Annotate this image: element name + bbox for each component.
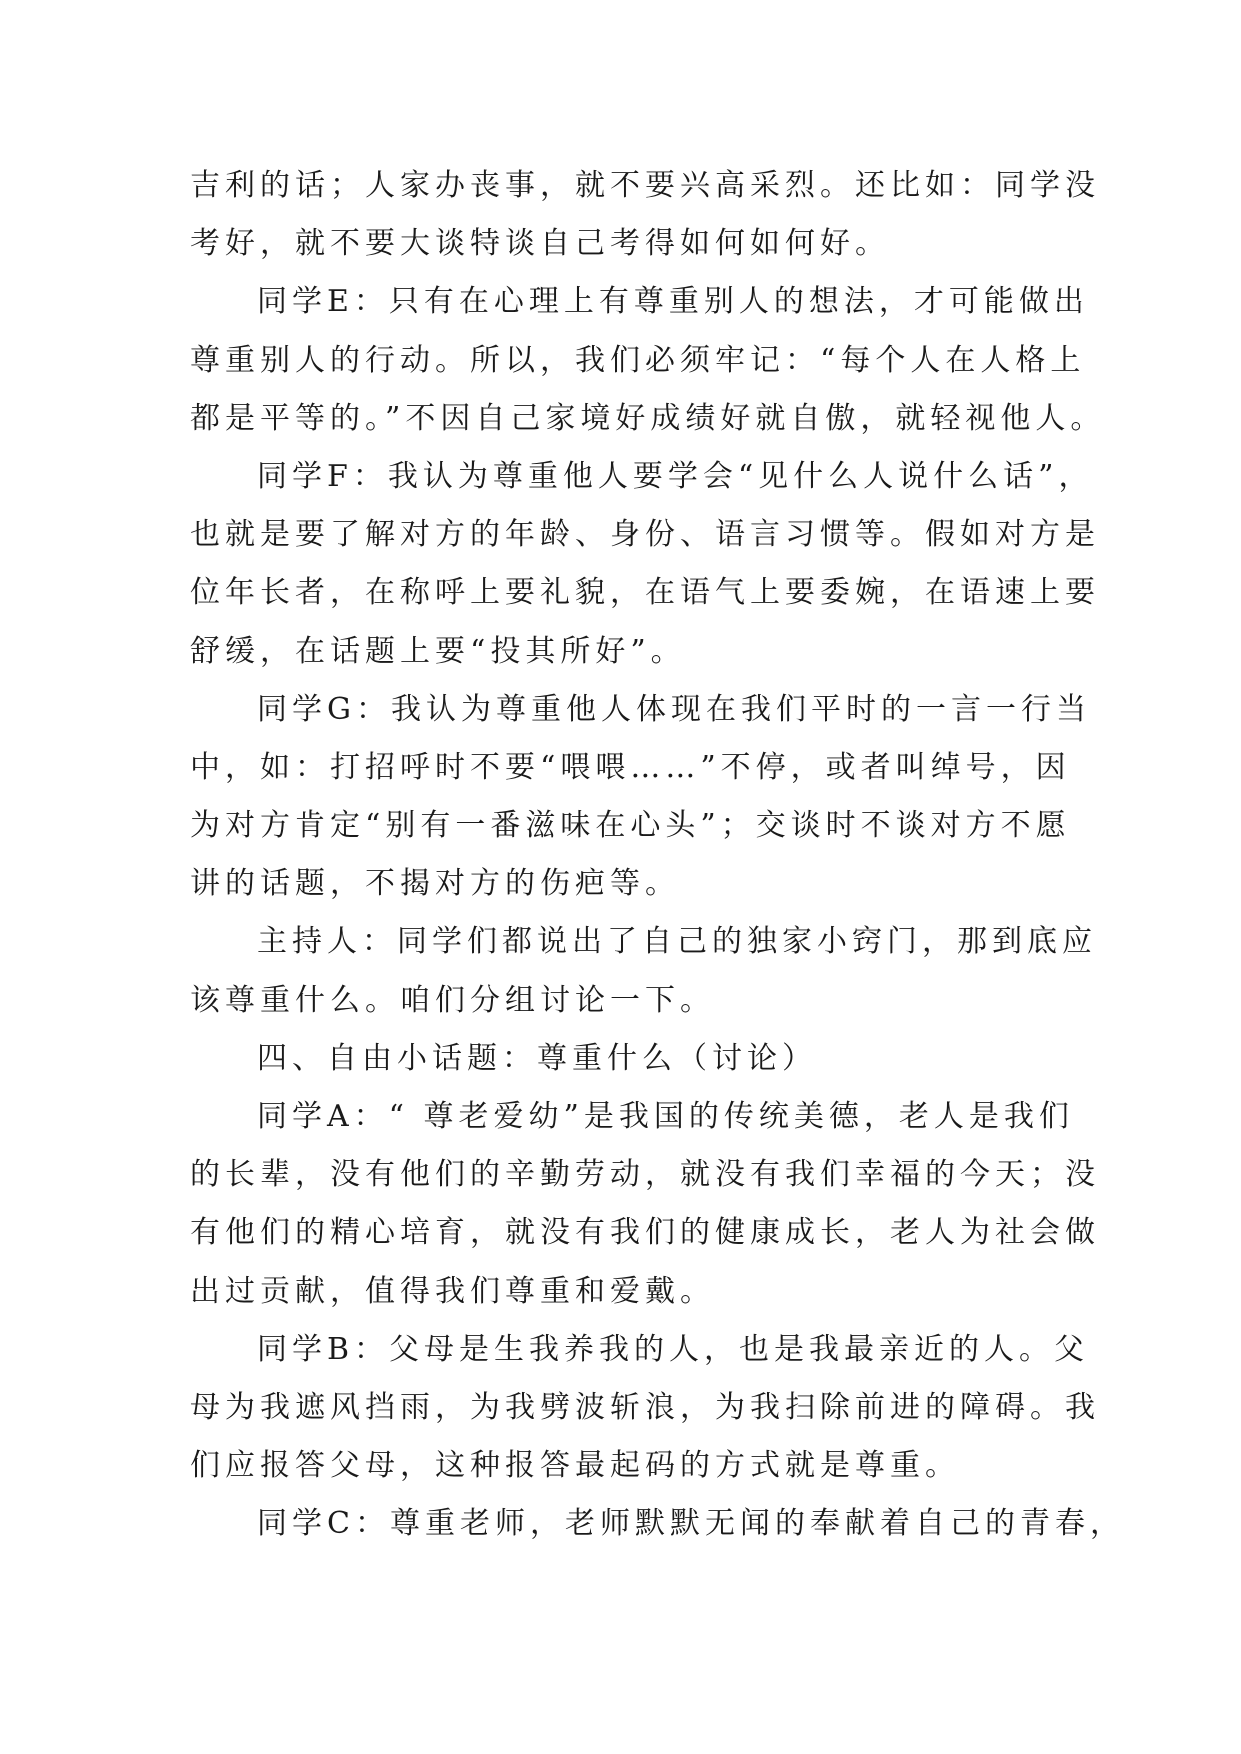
paragraph-start-line: 同学A：“ 尊老爱幼”是我国的传统美德，老人是我们 <box>257 1099 1074 1134</box>
paragraph-start-line: 同学C：尊重老师，老师默默无闻的奉献着自己的青春， <box>257 1506 1125 1542</box>
text-line: 都是平等的。”不因自己家境好成绩好就自傲，就轻视他人。 <box>190 400 1106 436</box>
text-line: 的长辈，没有他们的辛勤劳动，就没有我们幸福的今天；没 <box>190 1157 1100 1193</box>
text-line: 有他们的精心培育，就没有我们的健康成长，老人为社会做 <box>190 1215 1100 1251</box>
text-line: 吉利的话；人家办丧事，就不要兴高采烈。还比如：同学没 <box>190 168 1100 203</box>
document-body <box>190 157 1125 1554</box>
text-line: 该尊重什么。咱们分组讨论一下。 <box>190 982 715 1018</box>
text-line: 中，如：打招呼时不要“喂喂……”不停，或者叫绰号，因 <box>190 749 1071 785</box>
paragraph-start-line: 同学E：只有在心理上有尊重别人的想法，才可能做出 <box>257 284 1089 320</box>
text-line: 尊重别人的行动。所以，我们必须牢记：“每个人在人格上 <box>190 342 1086 378</box>
text-line: 位年长者，在称呼上要礼貌，在语气上要委婉，在语速上要 <box>190 575 1100 611</box>
paragraph-start-line: 同学F：我认为尊重他人要学会“见什么人说什么话”， <box>257 458 1094 494</box>
paragraph-start-line: 主持人：同学们都说出了自己的独家小窍门，那到底应 <box>257 924 1097 960</box>
paragraph-start-line: 同学G：我认为尊重他人体现在我们平时的一言一行当 <box>257 691 1091 727</box>
text-line: 讲的话题，不揭对方的伤疤等。 <box>190 866 680 902</box>
text-line: 也就是要了解对方的年龄、身份、语言习惯等。假如对方是 <box>190 517 1100 553</box>
text-line: 舒缓，在话题上要“投其所好”。 <box>190 633 686 669</box>
text-line: 们应报答父母，这种报答最起码的方式就是尊重。 <box>190 1448 960 1484</box>
section-heading: 四、自由小话题：尊重什么（讨论） <box>257 1040 817 1076</box>
paragraph-start-line: 同学B：父母是生我养我的人，也是我最亲近的人。父 <box>257 1331 1090 1367</box>
text-line: 出过贡献，值得我们尊重和爱戴。 <box>190 1273 715 1309</box>
text-line: 考好，就不要大谈特谈自己考得如何如何好。 <box>190 226 890 262</box>
text-line: 母为我遮风挡雨，为我劈波斩浪，为我扫除前进的障碍。我 <box>190 1389 1100 1425</box>
text-line: 为对方肯定“别有一番滋味在心头”；交谈时不谈对方不愿 <box>190 808 1071 844</box>
